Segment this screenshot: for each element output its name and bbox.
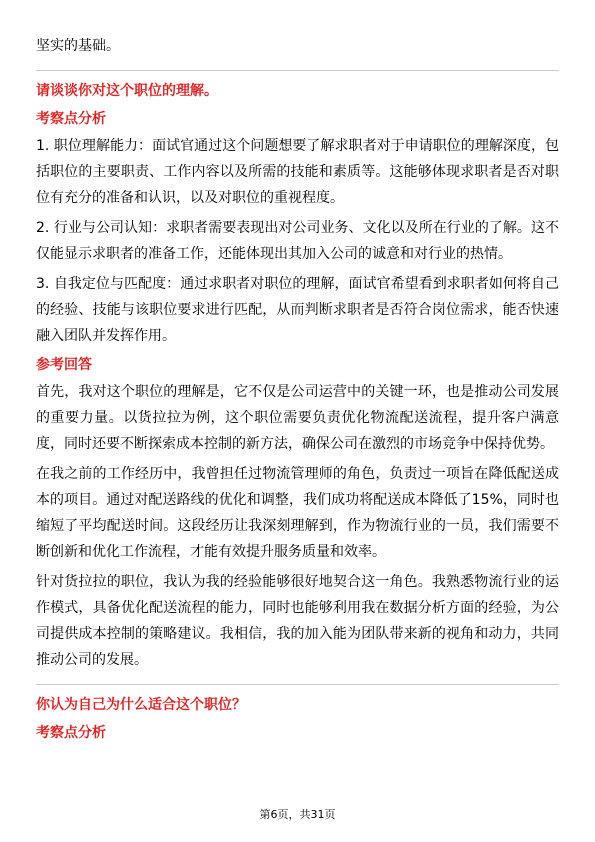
answer-body: [36, 379, 559, 673]
answer-paragraph: 在我之前的工作经历中，我曾担任过物流管理师的角色，负责过一项旨在降低配送成本的项目。通过对配送路线的优化和调整，我们成功将配送成本降低了15%，同时也缩短了平均配送时间。这段经历让我深刻理解到，作为物流行业的一员，我们需要不断创新和优化工作流程，才能有效提升服务质量和效率。: [36, 466, 559, 560]
page-number: 第6页，共31页: [259, 808, 336, 821]
analysis-point: 3. 自我定位与匹配度：通过求职者对职位的理解，面试官希望看到求职者如何将自己的经验、技能与该职位要求进行匹配，从而判断求职者是否符合岗位需求，能否快速融入团队并发挥作用。: [36, 276, 559, 344]
analysis-label: 考察点分析: [36, 725, 106, 741]
section-divider: [36, 684, 559, 685]
section-divider: [36, 70, 559, 71]
analysis-point: 2. 行业与公司认知：求职者需要表现出对公司业务、文化以及所在行业的了解。这不仅能显示求职者的准备工作，还能体现出其加入公司的诚意和对行业的热情。: [36, 220, 559, 262]
analysis-point: 1. 职位理解能力：面试官通过这个问题想要了解求职者对于申请职位的理解深度，包括职位的主要职责、工作内容以及所需的技能和素质等。这能够体现求职者是否对职位有充分的准备和认识，以及对职位的重视程度。: [36, 138, 559, 206]
page-content: [36, 33, 559, 745]
intro-tail-text: 坚实的基础。: [36, 38, 120, 54]
question-heading: 你认为自己为什么适合这个职位？: [36, 697, 246, 713]
answer-paragraph: 首先，我对这个职位的理解是，它不仅是公司运营中的关键一环，也是推动公司发展的重要力量。以货拉拉为例，这个职位需要负责优化物流配送流程，提升客户满意度，同时还要不断探索成本控制的新方法，确保公司在激烈的市场竞争中保持优势。: [36, 384, 559, 452]
answer-paragraph: 针对货拉拉的职位，我认为我的经验能够很好地契合这一角色。我熟悉物流行业的运作模式，具备优化配送流程的能力，同时也能够利用我在数据分析方面的经验，为公司提供成本控制的策略建议。我相信，我的加入能为团队带来新的视角和动力，共同推动公司的发展。: [36, 574, 559, 668]
analysis-points: [36, 133, 559, 349]
question-heading: 请谈谈你对这个职位的理解。: [36, 83, 218, 99]
analysis-label: 考察点分析: [36, 111, 106, 127]
answer-label: 参考回答: [36, 357, 92, 373]
